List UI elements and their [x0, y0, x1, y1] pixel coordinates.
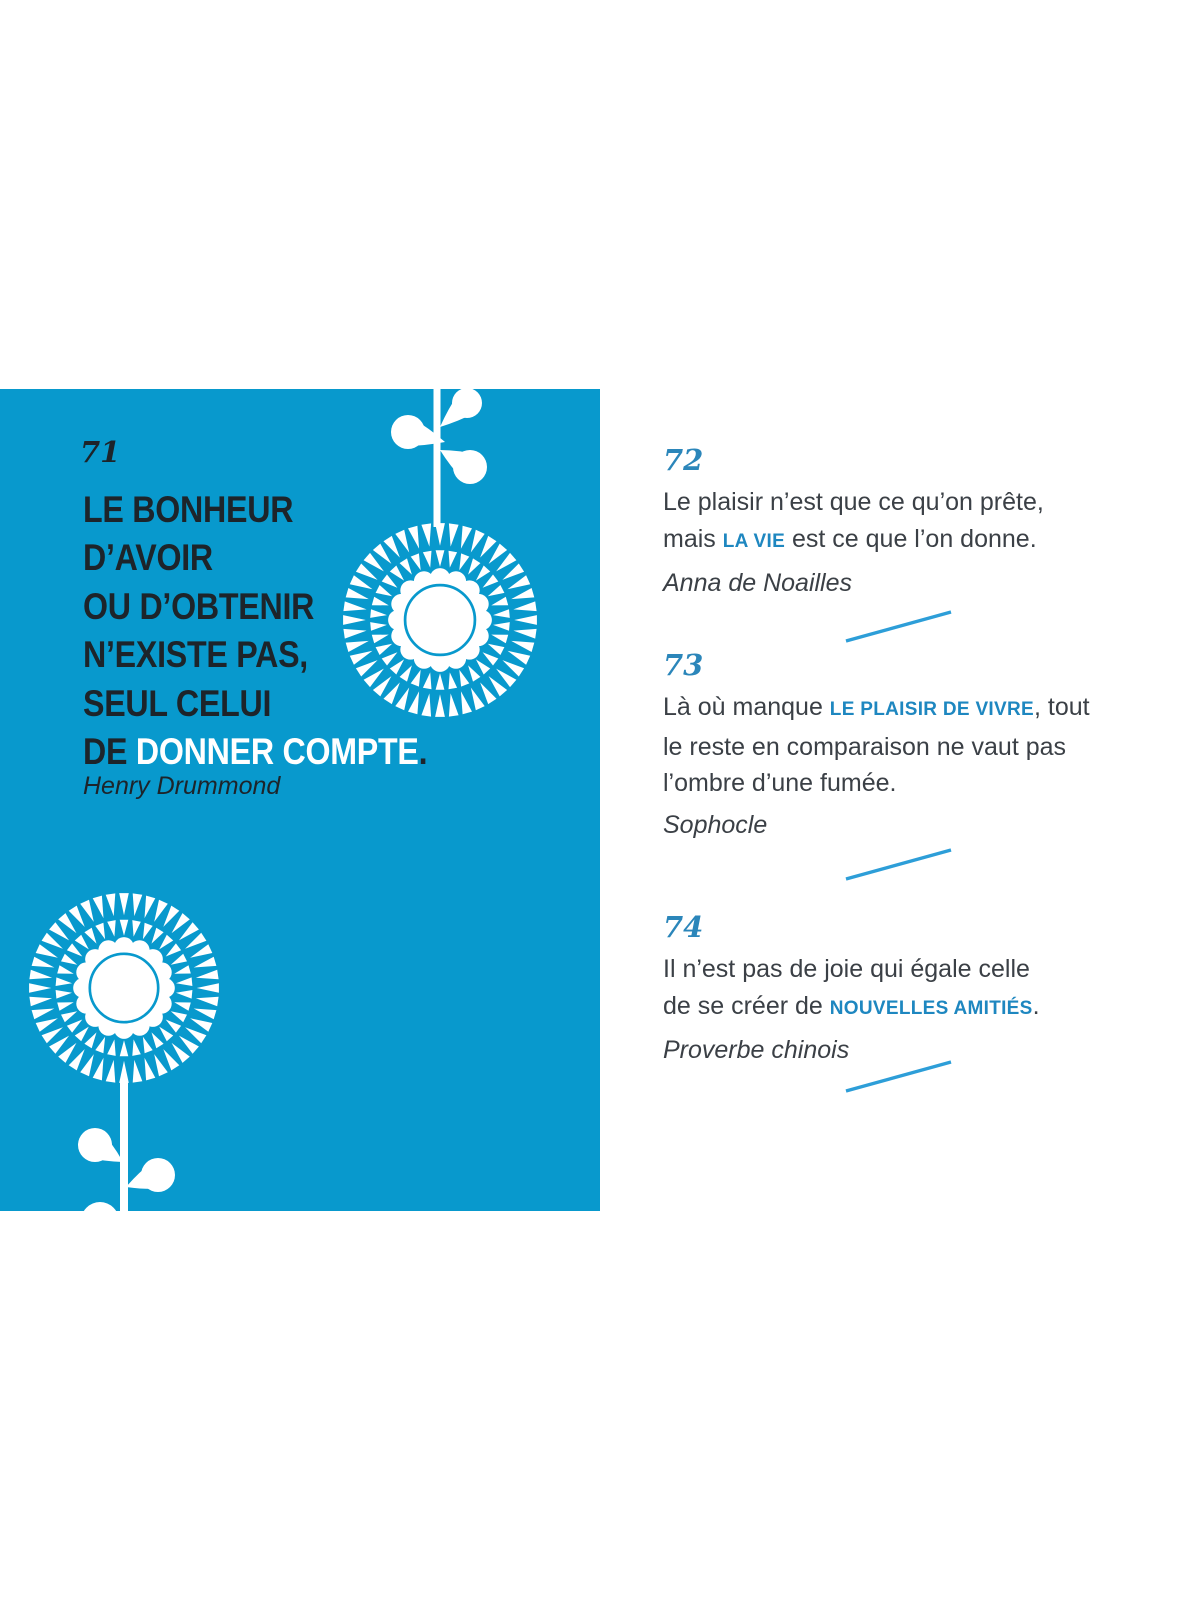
divider-line [844, 1057, 954, 1095]
quote-number: 72 [663, 443, 704, 477]
quote-text: LE BONHEUR D’AVOIR OU D’OBTENIR N’EXISTE PAS, SEUL CELUI DE DONNER COMPTE. [83, 489, 428, 773]
quote-card-71 [0, 389, 600, 1211]
quote-author: Anna de Noailles [663, 569, 853, 597]
quote-author: Proverbe chinois [663, 1036, 850, 1064]
quote-author: Henry Drummond [83, 772, 281, 800]
quote-item-73 [663, 649, 1133, 843]
quote-item-72 [663, 444, 1133, 602]
quote-author: Sophocle [663, 810, 768, 839]
quote-text: Là où manque LE PLAISIR DE VIVRE, tout le reste en comparaison ne vaut pas l’ombre d’une fumée. [663, 693, 1090, 797]
quote-number: 71 [80, 435, 121, 469]
quote-number: 73 [663, 648, 704, 682]
divider-stroke [844, 607, 954, 645]
divider-stroke [844, 1057, 954, 1095]
divider-line [844, 845, 954, 883]
quote-text: Le plaisir n’est que ce qu’on prête, mais LA VIE est ce que l’on donne. [663, 488, 1044, 553]
divider-stroke [844, 845, 954, 883]
quote-text: Il n’est pas de joie qui égale celle de se créer de NOUVELLES AMITIÉS. [663, 955, 1040, 1020]
divider-line [844, 607, 954, 645]
quote-number: 74 [663, 910, 704, 944]
quote-item-74 [663, 911, 1133, 1069]
